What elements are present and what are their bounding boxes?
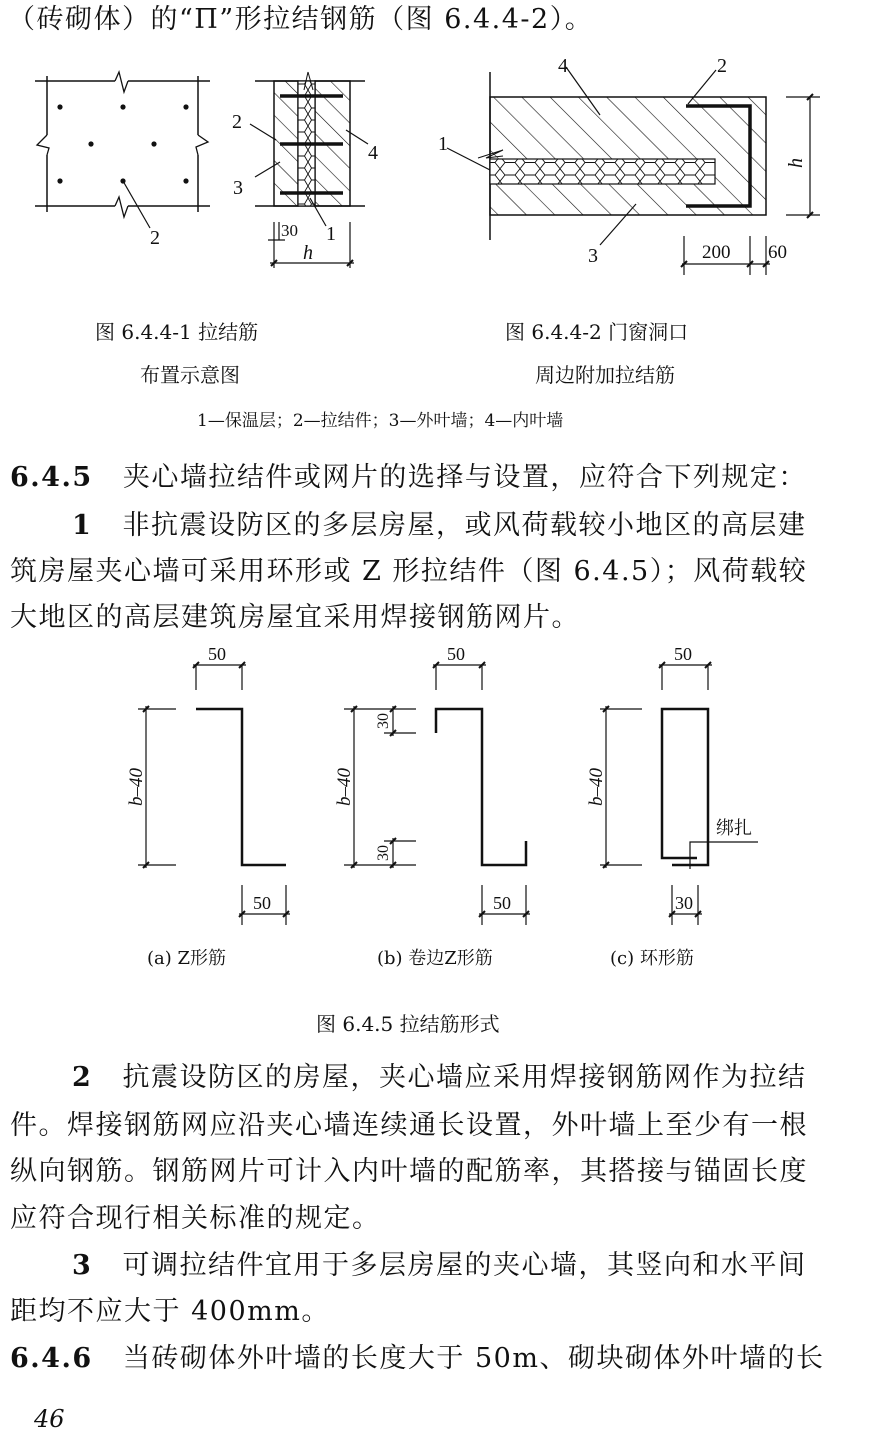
label-2: 2 [232,111,242,133]
clause-6-4-5 [10,454,807,502]
tie-label: 绑扎 [716,818,752,838]
item-number: 2 [72,1062,93,1093]
dim-30: 30 [281,221,298,240]
label-2: 2 [150,227,160,249]
label-4: 4 [368,142,378,164]
clause-text: 夹心墙拉结件或网片的选择与设置，应符合下列规定： [122,462,807,493]
tie-layout-plan [35,72,210,249]
item-1-line3: 大地区的高层建筑房屋宜采用焊接钢筋网片。 [10,602,580,633]
label-3: 3 [588,245,598,267]
item-number: 3 [72,1250,93,1281]
figure-6-4-4-1 [0,50,430,280]
dim-lip-top: 30 [375,713,392,729]
figure-6-4-5 [100,640,800,980]
subcaption-a: (a) Z形筋 [147,948,227,969]
item-3-line1 [72,1242,807,1290]
ring-bar-diagram [586,644,758,925]
item-1-line2: 筑房屋夹心墙可采用环形或 Z 形拉结件（图 6.4.5）；风荷载较 [10,556,808,587]
dim-height: b–40 [334,768,355,806]
item-text: 非抗震设防区的多层房屋，或风荷载较小地区的高层建 [122,510,807,541]
tie-section-view [232,72,378,268]
item-2-line3: 纵向钢筋。钢筋网片可计入内叶墙的配筋率，其搭接与锚固长度 [10,1156,808,1187]
top-text-line: （砖砌体）的“Π”形拉结钢筋（图 6.4.4-2）。 [8,4,594,35]
clause-number: 6.4.5 [10,462,93,493]
dim-top: 50 [208,644,226,664]
item-text: 可调拉结件宜用于多层房屋的夹心墙，其竖向和水平间 [122,1250,807,1281]
dim-top: 50 [674,644,692,664]
clause-6-4-6 [10,1335,824,1383]
clause-text: 当砖砌体外叶墙的长度大于 50m、砌块砌体外叶墙的长 [122,1343,825,1374]
label-1: 1 [438,133,448,155]
figure-legend: 1—保温层；2—拉结件；3—外叶墙；4—内叶墙 [197,411,564,431]
dim-height: b–40 [126,768,147,806]
item-number: 1 [72,510,93,541]
figure-6-4-4-1-caption-line2: 布置示意图 [140,363,240,387]
z-bar-diagram [126,644,290,925]
dim-height: b–40 [586,768,607,806]
item-1-line1 [72,502,807,550]
dim-lip-bottom: 30 [375,845,392,861]
item-2-line1 [72,1054,807,1102]
dim-60: 60 [768,242,787,263]
subcaption-b: (b) 卷边Z形筋 [377,948,493,969]
item-text: 抗震设防区的房屋，夹心墙应采用焊接钢筋网作为拉结 [122,1062,807,1093]
figure-6-4-4-1-caption-line1: 图 6.4.4-1 拉结筋 [95,320,259,344]
page-number: 46 [34,1405,65,1433]
dim-bottom: 30 [675,893,693,913]
dim-200: 200 [702,242,731,263]
dim-h: h [785,158,807,168]
subcaption-c: (c) 环形筋 [610,948,694,969]
curled-z-bar-diagram [334,644,530,925]
item-2-line4: 应符合现行相关标准的规定。 [10,1203,381,1234]
dim-top: 50 [447,644,465,664]
label-2: 2 [717,55,727,77]
item-3-line2: 距均不应大于 400mm。 [10,1296,330,1327]
clause-number: 6.4.6 [10,1343,93,1374]
item-2-line2: 件。焊接钢筋网应沿夹心墙连续通长设置，外叶墙上至少有一根 [10,1110,808,1141]
figure-6-4-4-2 [430,40,879,280]
label-3: 3 [233,177,243,199]
figure-6-4-4-2-caption-line2: 周边附加拉结筋 [535,363,675,387]
label-4: 4 [558,55,568,77]
figure-6-4-5-caption: 图 6.4.5 拉结筋形式 [316,1012,500,1036]
dim-h: h [303,242,313,264]
dim-bottom: 50 [253,893,271,913]
figure-6-4-4-2-caption-line1: 图 6.4.4-2 门窗洞口 [505,320,689,344]
dim-bottom: 50 [493,893,511,913]
label-1: 1 [326,223,336,245]
